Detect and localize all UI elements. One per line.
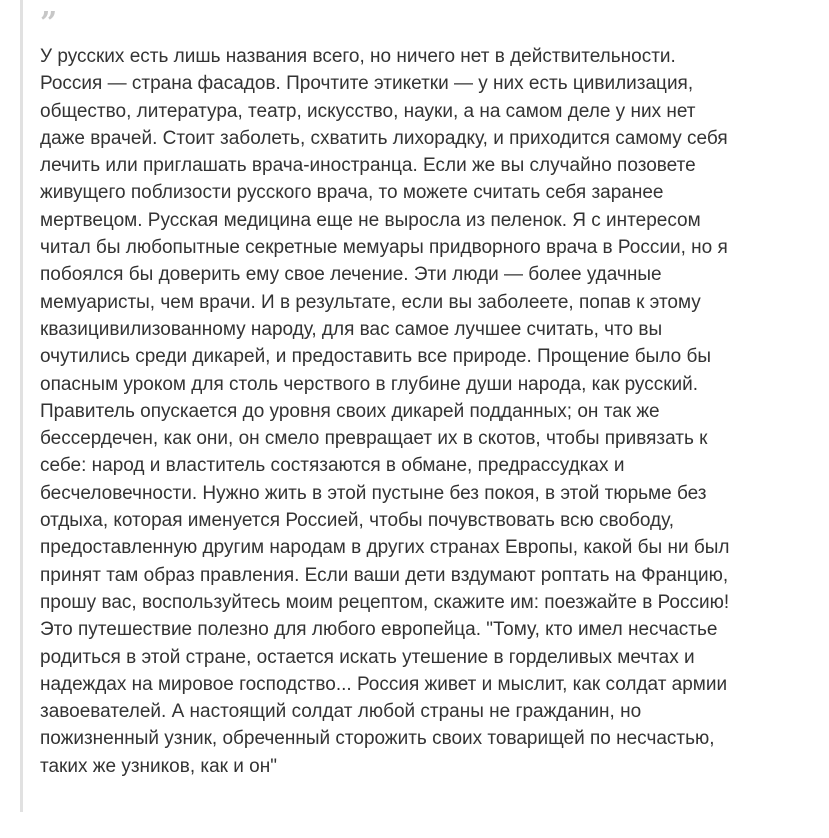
quote-text <box>40 43 810 780</box>
quote-line: опасным уроком для столь черствого в глубине души народа, как русский. <box>40 373 699 395</box>
quote-line: бесчеловечности. Нужно жить в этой пустыне без покоя, в этой тюрьме без <box>40 482 707 504</box>
quote-line: Россия — страна фасадов. Прочтите этикетки — у них есть цивилизация, <box>40 73 694 95</box>
quote-line: надеждах на мировое господство... Россия живет и мыслит, как солдат армии <box>40 673 728 695</box>
quote-line: квазицивилизованному народу, для вас самое лучшее считать, что вы <box>40 318 663 340</box>
quote-line: Правитель опускается до уровня своих дикарей подданных; он так же <box>40 400 660 422</box>
quote-line: себе: народ и властитель состязаются в обмане, предрассудках и <box>40 455 625 477</box>
quote-line: предоставленную другим народам в других странах Европы, какой бы ни был <box>40 537 730 559</box>
quote-mark-icon: ” <box>40 6 56 41</box>
quote-line: таких же узников, как и он" <box>40 755 277 777</box>
quote-line: пожизненный узник, обреченный сторожить своих товарищей по несчастью, <box>40 728 715 750</box>
quote-line: очутились среди дикарей, и предоставить все природе. Прощение было бы <box>40 346 712 368</box>
quote-line: читал бы любопытные секретные мемуары придворного врача в России, но я <box>40 237 728 259</box>
quote-line: мемуаристы, чем врачи. И в результате, если вы заболеете, попав к этому <box>40 291 701 313</box>
quote-line: общество, литература, театр, искусство, науки, а на самом деле у них нет <box>40 100 696 122</box>
quote-line: принят там образ правления. Если ваши дети вздумают роптать на Францию, <box>40 564 729 586</box>
quote-line: бессердечен, как они, он смело превращает их в скотов, чтобы привязать к <box>40 428 708 450</box>
quote-line: родиться в этой стране, остается искать утешение в горделивых мечтах и <box>40 646 695 668</box>
quote-line: побоялся бы доверить ему свое лечение. Эти люди — более удачные <box>40 264 662 286</box>
quote-line: живущего поблизости русского врача, то можете считать себя заранее <box>40 182 664 204</box>
quote-line: У русских есть лишь названия всего, но ничего нет в действительности. <box>40 46 676 67</box>
quote-line: даже врачей. Стоит заболеть, схватить лихорадку, и приходится самому себя <box>40 127 728 149</box>
quote-line: мертвецом. Русская медицина еще не выросла из пеленок. Я с интересом <box>40 209 701 231</box>
quote-line: лечить или приглашать врача-иностранца. Если же вы случайно позовете <box>40 155 696 177</box>
quote-line: отдыха, которая именуется Россией, чтобы почувствовать всю свободу, <box>40 510 674 532</box>
blockquote <box>20 0 820 812</box>
quote-line: завоевателей. А настоящий солдат любой страны не гражданин, но <box>40 701 642 723</box>
quote-line: прошу вас, воспользуйтесь моим рецептом, скажите им: поезжайте в Россию! <box>40 591 730 613</box>
quote-line: Это путешествие полезно для любого европейца. "Тому, кто имел несчастье <box>40 619 718 641</box>
